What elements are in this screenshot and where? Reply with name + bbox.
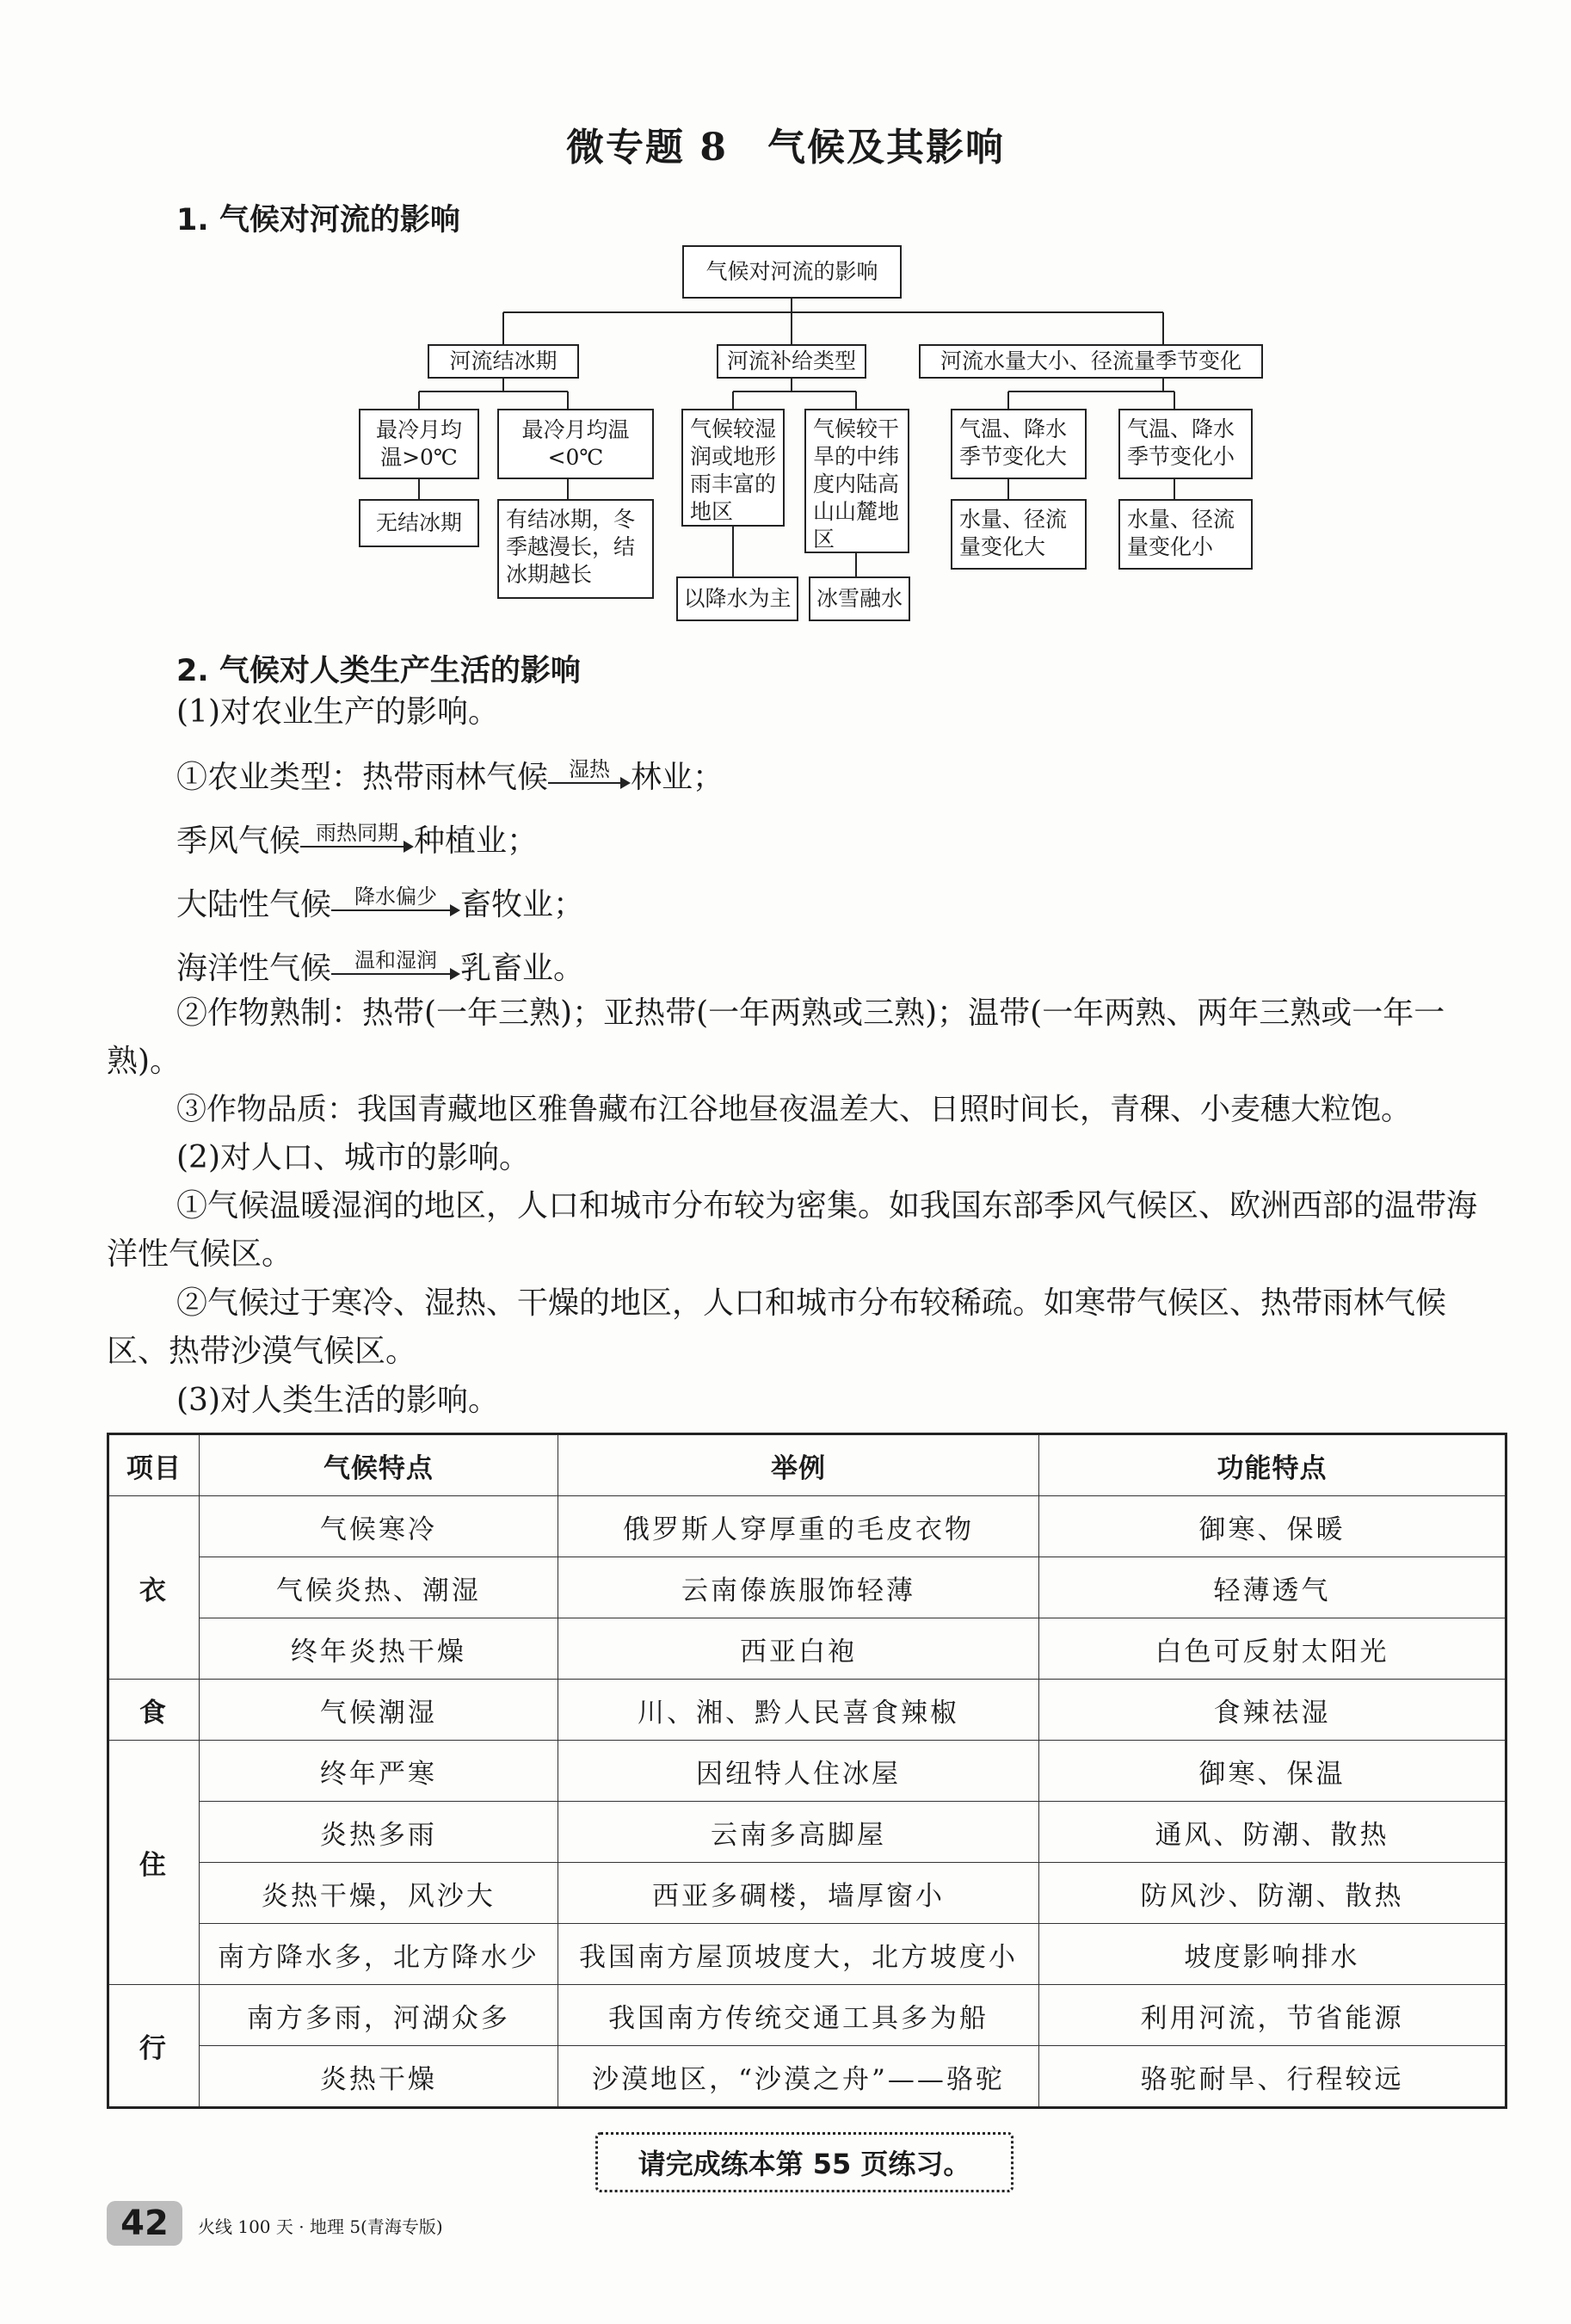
section-2-heading: 2. 气候对人类生产生活的影响: [176, 654, 581, 688]
diagram-branch-supply: 河流补给类型: [717, 344, 866, 379]
climate-cell: 气候潮湿: [199, 1680, 558, 1741]
function-cell: 白色可反射太阳光: [1039, 1618, 1506, 1680]
item-clothing: 衣: [108, 1496, 200, 1680]
agri-type-line-2: 季风气候 雨热同期 种植业；: [176, 821, 539, 859]
exercise-note: 请完成练本第 55 页练习。: [595, 2132, 1013, 2192]
table-row: [108, 1680, 1506, 1741]
example-cell: 云南多高脚屋: [558, 1802, 1039, 1863]
diagram-condition-dry: 气候较干旱的中纬度内陆高山山麓地区: [804, 409, 909, 553]
table-row: [108, 1802, 1506, 1863]
climate-cell: 炎热干燥: [199, 2046, 558, 2108]
diagram-branch-freeze: 河流结冰期: [428, 344, 579, 379]
climate-cell: 终年严寒: [199, 1741, 558, 1802]
table-row: [108, 1496, 1506, 1557]
function-cell: 坡度影响排水: [1039, 1924, 1506, 1985]
table-row: [108, 1985, 1506, 2046]
agri-type-line-1: ①农业类型：热带雨林气候 湿热 林业；: [176, 757, 724, 795]
climate-cell: 炎热干燥，风沙大: [199, 1863, 558, 1924]
arrow-icon: 雨热同期: [300, 831, 414, 855]
header-function: 功能特点: [1039, 1434, 1506, 1496]
population-sparse-text: ②气候过于寒冷、湿热、干燥的地区，人口和城市分布较稀疏。如寒带气候区、热带雨林气候区、热带沙漠气候区。: [107, 1285, 1447, 1369]
agri-type-line-3: 大陆性气候 降水偏少 畜牧业；: [176, 885, 585, 922]
function-cell: 轻薄透气: [1039, 1557, 1506, 1618]
example-cell: 西亚白袍: [558, 1618, 1039, 1680]
example-cell: 西亚多碉楼，墙厚窗小: [558, 1863, 1039, 1924]
diagram-result-small-variation: 水量、径流量变化小: [1118, 499, 1253, 570]
book-title: 火线 100 天 · 地理 5(青海专版): [198, 2216, 443, 2237]
diagram-result-snowmelt: 冰雪融水: [809, 576, 910, 621]
header-example: 举例: [558, 1434, 1039, 1496]
example-cell: 因纽特人住冰屋: [558, 1741, 1039, 1802]
table-row: [108, 2046, 1506, 2108]
subheading-life: (3)对人类生活的影响。: [176, 1383, 499, 1418]
table-row: [108, 1557, 1506, 1618]
river-influence-diagram: [0, 237, 1571, 650]
climate-cell: 气候炎热、潮湿: [199, 1557, 558, 1618]
table-row: [108, 1741, 1506, 1802]
subheading-agriculture: (1)对农业生产的影响。: [176, 694, 499, 730]
example-cell: 云南傣族服饰轻薄: [558, 1557, 1039, 1618]
page-number: 42: [107, 2201, 182, 2246]
item-housing: 住: [108, 1741, 200, 1985]
example-cell: 我国南方屋顶坡度大，北方坡度小: [558, 1924, 1039, 1985]
diagram-condition-above-zero: 最冷月均温>0℃: [359, 409, 479, 479]
section-1-heading: 1. 气候对河流的影响: [176, 203, 460, 237]
example-cell: 沙漠地区，“沙漠之舟”——骆驼: [558, 2046, 1039, 2108]
diagram-result-large-variation: 水量、径流量变化大: [951, 499, 1087, 570]
climate-cell: 气候寒冷: [199, 1496, 558, 1557]
climate-cell: 南方多雨，河湖众多: [199, 1985, 558, 2046]
function-cell: 食辣祛湿: [1039, 1680, 1506, 1741]
climate-cell: 南方降水多，北方降水少: [199, 1924, 558, 1985]
diagram-condition-humid: 气候较湿润或地形雨丰富的地区: [681, 409, 785, 527]
example-cell: 俄罗斯人穿厚重的毛皮衣物: [558, 1496, 1039, 1557]
item-transport: 行: [108, 1985, 200, 2108]
population-dense-text: ①气候温暖湿润的地区，人口和城市分布较为密集。如我国东部季风气候区、欧洲西部的温带海洋性气候区。: [107, 1188, 1478, 1272]
life-influence-table: [107, 1433, 1507, 2109]
crop-quality-text: ③作物品质：我国青藏地区雅鲁藏布江谷地昼夜温差大、日照时间长，青稞、小麦穗大粒饱。: [176, 1093, 1412, 1127]
diagram-condition-small-variation: 气温、降水季节变化小: [1118, 409, 1253, 479]
function-cell: 防风沙、防潮、散热: [1039, 1863, 1506, 1924]
function-cell: 利用河流，节省能源: [1039, 1985, 1506, 2046]
crop-system-text: ②作物熟制：热带(一年三熟)；亚热带(一年两熟或三熟)；温带(一年两熟、两年三熟或一年一熟)。: [107, 996, 1445, 1079]
arrow-icon: 降水偏少: [331, 895, 460, 919]
arrow-icon: 湿热: [548, 767, 631, 792]
agri-type-line-4: 海洋性气候 温和湿润 乳畜业。: [176, 948, 585, 986]
diagram-condition-below-zero: 最冷月均温<0℃: [497, 409, 654, 479]
diagram-result-no-ice: 无结冰期: [359, 499, 479, 547]
example-cell: 我国南方传统交通工具多为船: [558, 1985, 1039, 2046]
item-food: 食: [108, 1680, 200, 1741]
arrow-icon: 温和湿润: [331, 959, 460, 983]
header-item: 项目: [108, 1434, 200, 1496]
climate-cell: 终年炎热干燥: [199, 1618, 558, 1680]
table-row: [108, 1863, 1506, 1924]
diagram-result-ice: 有结冰期，冬季越漫长，结冰期越长: [497, 499, 654, 599]
header-climate: 气候特点: [199, 1434, 558, 1496]
function-cell: 通风、防潮、散热: [1039, 1802, 1506, 1863]
subheading-population: (2)对人口、城市的影响。: [176, 1140, 530, 1175]
function-cell: 御寒、保暖: [1039, 1496, 1506, 1557]
function-cell: 骆驼耐旱、行程较远: [1039, 2046, 1506, 2108]
table-row: [108, 1924, 1506, 1985]
table-row: [108, 1618, 1506, 1680]
diagram-branch-runoff: 河流水量大小、径流量季节变化: [919, 344, 1263, 379]
diagram-root: 气候对河流的影响: [682, 245, 902, 299]
climate-cell: 炎热多雨: [199, 1802, 558, 1863]
function-cell: 御寒、保温: [1039, 1741, 1506, 1802]
diagram-condition-large-variation: 气温、降水季节变化大: [951, 409, 1087, 479]
table-header-row: [108, 1434, 1506, 1496]
page-title: 微专题 8 气候及其影响: [566, 126, 1005, 170]
example-cell: 川、湘、黔人民喜食辣椒: [558, 1680, 1039, 1741]
diagram-result-rain: 以降水为主: [676, 576, 798, 621]
